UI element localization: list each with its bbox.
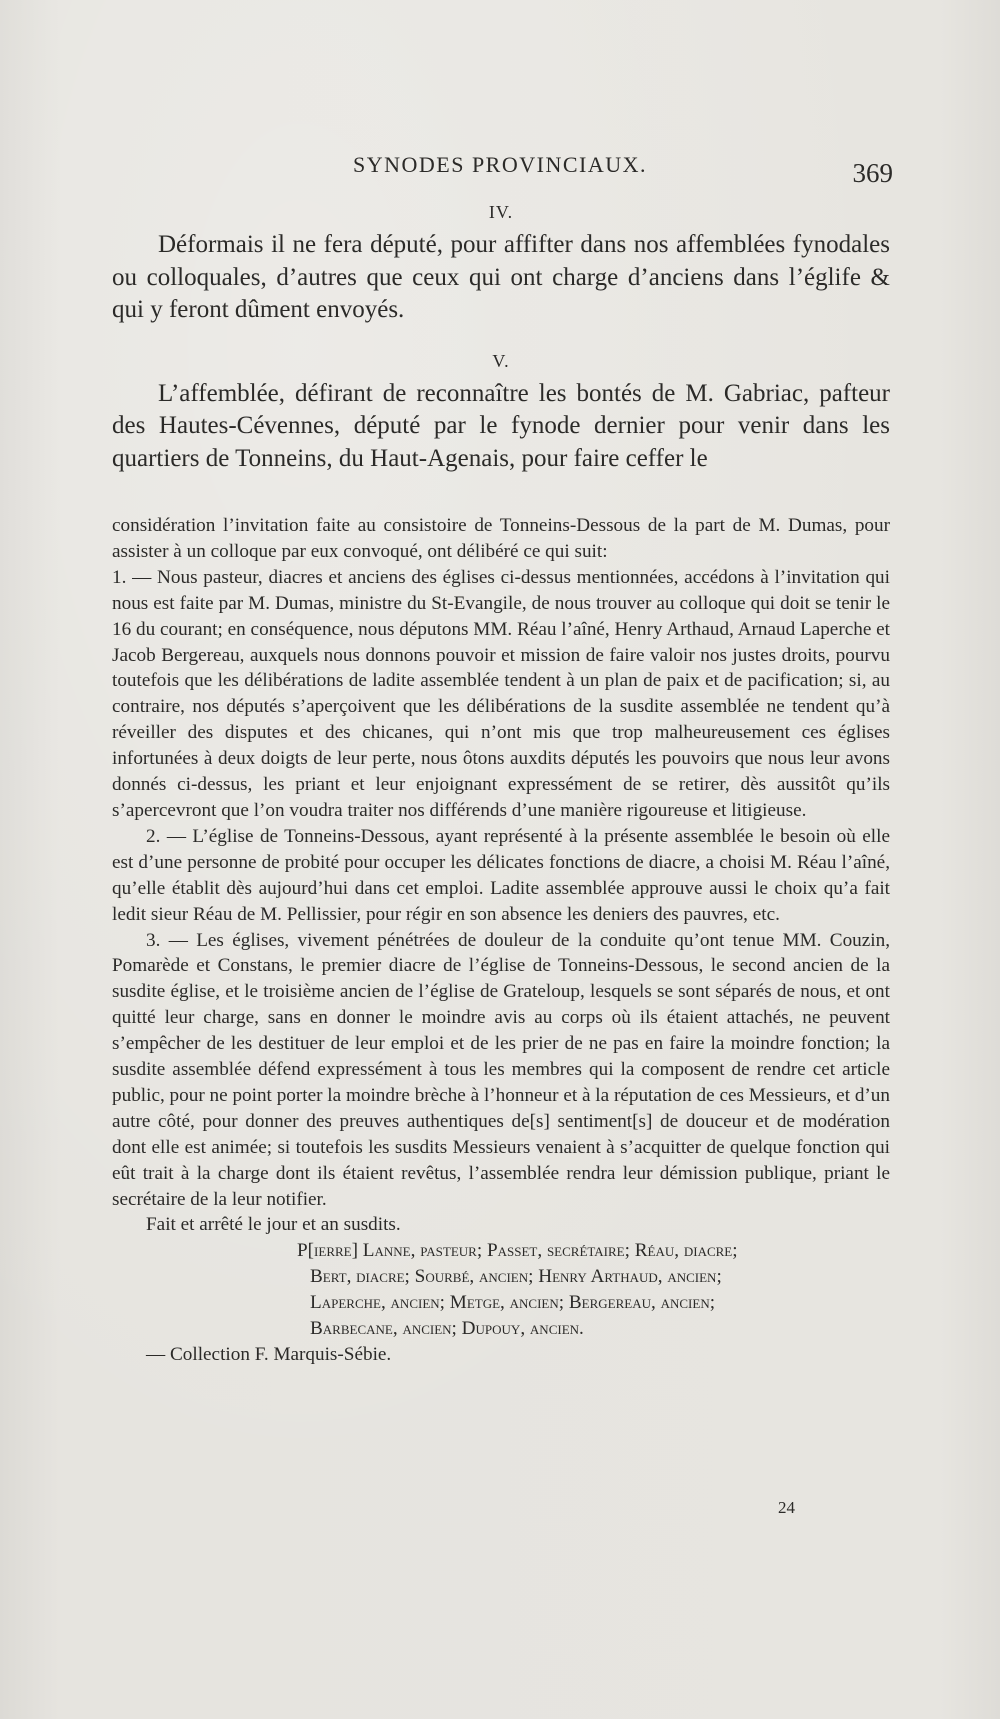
signature-line: Bert, diacre; Sourbé, ancien; Henry Arthaud, ancien; [310,1266,722,1288]
signature-line: Barbecane, ancien; Dupouy, ancien. [310,1318,584,1340]
footnote-item-1: 1. — Nous pasteur, diacres et anciens des églises ci-dessus mentionnées, accédons à l’invitation qui nous est faite par M. Dumas, ministre du St-Evangile, de nous trouver au colloque qui doit se tenir le 16 du courant; en conséquence, nous députons MM. Réau l’aîné, Henry Arthaud, Arnaud Laperche et Jacob Bergereau, auxquels nous donnons pouvoir et mission de faire valoir nos justes droits, pourvu toutefois que les délibérations de ladite assemblée tendent à un plan de paix et de pacification; si, au contraire, nos députés s’aperçoivent que les délibérations de la susdite assemblée ne tendent qu’à réveiller des disputes et des chicanes, qui n’ont mis que trop malheureusement ces églises infortunées à deux doigts de leur perte, nous ôtons auxdits députés les pouvoirs que nous leur avons donnés ci-dessus, les priant et leur enjoignant expressément de se retirer, dès aussitôt qu’ils s’apercevront que l’on voudra traiter nos différends d’une manière rigoureuse et litigieuse. [112,566,890,821]
section-numeral-iv: IV. [488,202,514,222]
footnote-closing: Fait et arrêté le jour et an susdits. [146,1214,401,1236]
section-v-paragraph: L’affemblée, défirant de reconnaître les bontés de M. Gabriac, pafteur des Hautes-Cévennes, député par le fynode dernier pour venir dans les quartiers de Tonneins, du Haut-Agenais, pour faire ceffer le [112,379,890,472]
signature-line: P[ierre] Lanne, pasteur; Passet, secrétaire; Réau, diacre; [297,1240,738,1262]
main-text [112,202,890,1368]
running-title: SYNODES PROVINCIAUX. [352,152,648,177]
footnote-item-3: 3. — Les églises, vivement pénétrées de douleur de la conduite qu’ont tenue MM. Couzin, Pomarède et Constans, le premier diacre de l’église de Tonneins-Dessous, le second ancien de la susdite église, et le troisième ancien de l’église de Grateloup, lesquels se sont séparés de nous, et ont quitté leur charge, sans en donner le moindre avis au corps où ils étaient attachés, ne peuvent s’empêcher de les destituer de leur emploi et de les prier de ne pas en faire la moindre fonction; la susdite assemblée défend expressément à tous les membres qui la composent de rendre cet article public, pour ne point porter la moindre brèche à l’honneur et à la réputation de ces Messieurs, et d’un autre côté, pour donner des preuves authentiques de[s] sentiment[s] de douceur et de modération dont elle est animée; si toutefois les susdits Messieurs venaient à s’acquitter de quelque fonction qui eût trait à la charge dont ils étaient revêtus, l’assemblée rendra leur démission publique, priant le secrétaire de la leur notifier. [112,929,890,1210]
footnote-block [112,513,890,1368]
footnote-source: — Collection F. Marquis-Sébie. [146,1344,392,1365]
printer-signature-mark: 24 [778,1498,795,1517]
spacer [112,475,890,513]
footnote-item-2: 2. — L’église de Tonneins-Dessous, ayant représenté à la présente assemblée le besoin où elle est d’une personne de probité pour occuper les délicates fonctions de diacre, a choisi M. Réau l’aîné, qu’elle établit dès aujourd’hui dans cet emploi. Ladite assemblée approuve aussi le choix qu’a fait ledit sieur Réau de M. Pellissier, pour régir en son absence les deniers des pauvres, etc. [112,825,890,925]
section-iv-paragraph: Déformais il ne fera député, pour affifter dans nos affemblées fynodales ou colloquales, d’autres que ceux qui ont charge d’anciens dans l’églife & qui y feront dûment envoyés. [112,231,890,323]
signature-line: Laperche, ancien; Metge, ancien; Bergereau, ancien; [310,1292,716,1314]
page-number: 369 [852,158,893,188]
signature-list [112,1238,890,1342]
section-numeral-v: V. [492,350,510,371]
spacer [112,327,890,351]
footnote-intro: considération l’invitation faite au consistoire de Tonneins-Dessous de la part de M. Dumas, pour assister à un colloque par eux convoqué, ont délibéré ce qui suit: [112,515,890,562]
